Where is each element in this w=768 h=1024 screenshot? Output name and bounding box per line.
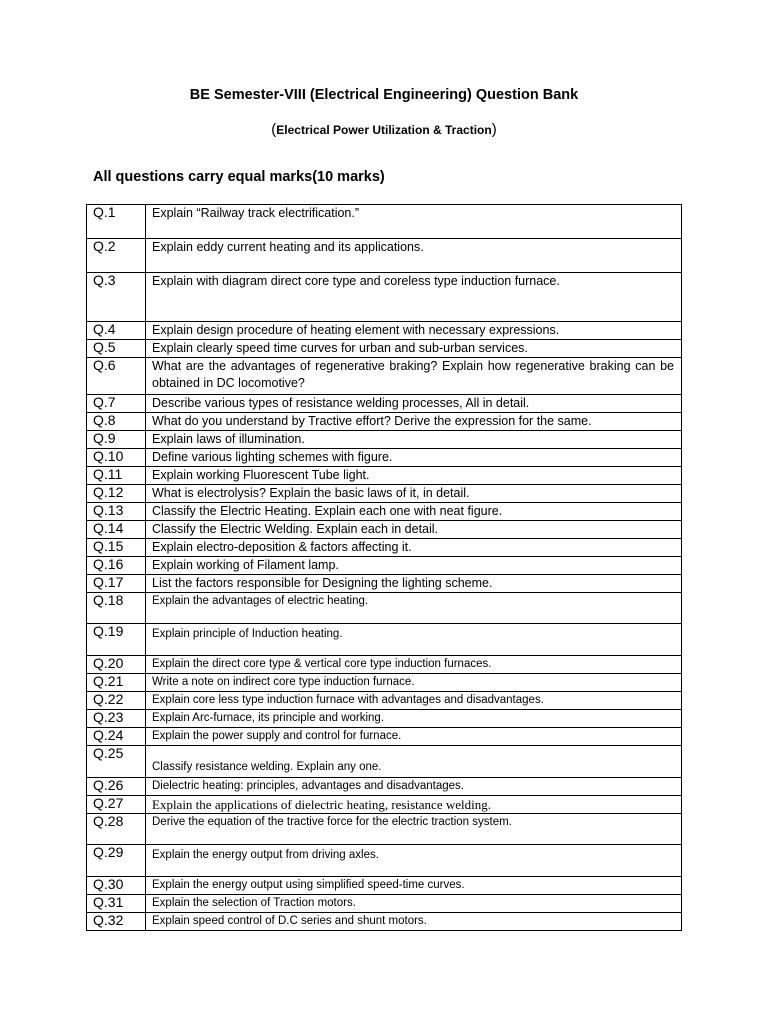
question-row — [87, 521, 682, 539]
question-number: Q.10 — [87, 449, 146, 467]
question-number: Q.19 — [87, 624, 146, 656]
question-row — [87, 413, 682, 431]
question-row — [87, 796, 682, 814]
question-number: Q.12 — [87, 485, 146, 503]
question-text: Classify the Electric Welding. Explain each in detail. — [146, 521, 682, 539]
question-row — [87, 205, 682, 239]
question-text: Explain working of Filament lamp. — [146, 557, 682, 575]
question-number: Q.6 — [87, 358, 146, 395]
question-text: Explain principle of Induction heating. — [146, 624, 682, 656]
question-table-body — [87, 205, 682, 931]
document-subtitle — [0, 121, 768, 138]
question-number: Q.21 — [87, 674, 146, 692]
question-number: Q.3 — [87, 273, 146, 322]
marks-instructions: All questions carry equal marks(10 marks) — [93, 169, 385, 185]
question-text: Classify resistance welding. Explain any one. — [146, 746, 682, 778]
question-text: Explain electro-deposition & factors affecting it. — [146, 539, 682, 557]
question-row — [87, 624, 682, 656]
question-row — [87, 728, 682, 746]
question-text: Dielectric heating: principles, advantages and disadvantages. — [146, 778, 682, 796]
question-row — [87, 273, 682, 322]
question-number: Q.27 — [87, 796, 146, 814]
question-text: Derive the equation of the tractive force for the electric traction system. — [146, 814, 682, 845]
question-number: Q.5 — [87, 340, 146, 358]
question-number: Q.13 — [87, 503, 146, 521]
question-text: Explain laws of illumination. — [146, 431, 682, 449]
question-text: Describe various types of resistance welding processes, All in detail. — [146, 395, 682, 413]
question-number: Q.20 — [87, 656, 146, 674]
question-number: Q.7 — [87, 395, 146, 413]
question-row — [87, 575, 682, 593]
question-row — [87, 485, 682, 503]
question-text: Write a note on indirect core type induction furnace. — [146, 674, 682, 692]
question-row — [87, 593, 682, 624]
question-number: Q.22 — [87, 692, 146, 710]
question-number: Q.31 — [87, 895, 146, 913]
subtitle-open-paren: ( — [271, 121, 277, 138]
question-number: Q.9 — [87, 431, 146, 449]
question-row — [87, 503, 682, 521]
question-text: What is electrolysis? Explain the basic laws of it, in detail. — [146, 485, 682, 503]
question-text: Explain the advantages of electric heating. — [146, 593, 682, 624]
question-table — [86, 204, 682, 931]
question-number: Q.16 — [87, 557, 146, 575]
question-text: Classify the Electric Heating. Explain each one with neat figure. — [146, 503, 682, 521]
question-text: Explain with diagram direct core type and coreless type induction furnace. — [146, 273, 682, 322]
question-row — [87, 895, 682, 913]
question-row — [87, 710, 682, 728]
question-row — [87, 467, 682, 485]
question-text: Explain the energy output from driving axles. — [146, 845, 682, 877]
question-row — [87, 845, 682, 877]
question-number: Q.18 — [87, 593, 146, 624]
question-number: Q.23 — [87, 710, 146, 728]
question-text: Explain core less type induction furnace with advantages and disadvantages. — [146, 692, 682, 710]
question-text: Explain design procedure of heating element with necessary expressions. — [146, 322, 682, 340]
question-row — [87, 358, 682, 395]
question-text: Explain the applications of dielectric heating, resistance welding. — [146, 796, 682, 814]
question-text: Explain the power supply and control for furnace. — [146, 728, 682, 746]
question-text: Explain the energy output using simplified speed-time curves. — [146, 877, 682, 895]
question-text: Define various lighting schemes with figure. — [146, 449, 682, 467]
question-row — [87, 322, 682, 340]
question-row — [87, 877, 682, 895]
question-number: Q.17 — [87, 575, 146, 593]
question-number: Q.28 — [87, 814, 146, 845]
question-number: Q.4 — [87, 322, 146, 340]
question-row — [87, 692, 682, 710]
question-row — [87, 449, 682, 467]
question-text: What are the advantages of regenerative braking? Explain how regenerative braking can be obtained in DC locomotive? — [146, 358, 682, 395]
question-number: Q.32 — [87, 913, 146, 931]
question-number: Q.29 — [87, 845, 146, 877]
question-row — [87, 656, 682, 674]
question-number: Q.11 — [87, 467, 146, 485]
question-text: Explain the direct core type & vertical core type induction furnaces. — [146, 656, 682, 674]
question-number: Q.26 — [87, 778, 146, 796]
question-number: Q.24 — [87, 728, 146, 746]
question-number: Q.25 — [87, 746, 146, 778]
question-number: Q.14 — [87, 521, 146, 539]
question-number: Q.2 — [87, 239, 146, 273]
question-row — [87, 814, 682, 845]
question-row — [87, 913, 682, 931]
question-row — [87, 674, 682, 692]
question-text: Explain “Railway track electrification.” — [146, 205, 682, 239]
question-text: Explain the selection of Traction motors. — [146, 895, 682, 913]
question-row — [87, 431, 682, 449]
question-row — [87, 557, 682, 575]
question-text: Explain Arc-furnace, its principle and working. — [146, 710, 682, 728]
question-number: Q.15 — [87, 539, 146, 557]
question-text: List the factors responsible for Designing the lighting scheme. — [146, 575, 682, 593]
question-text: Explain speed control of D.C series and shunt motors. — [146, 913, 682, 931]
question-row — [87, 340, 682, 358]
question-text: Explain working Fluorescent Tube light. — [146, 467, 682, 485]
question-row — [87, 239, 682, 273]
question-number: Q.30 — [87, 877, 146, 895]
question-text: What do you understand by Tractive effort? Derive the expression for the same. — [146, 413, 682, 431]
question-row — [87, 395, 682, 413]
question-text: Explain clearly speed time curves for urban and sub-urban services. — [146, 340, 682, 358]
subtitle-text: Electrical Power Utilization & Traction — [276, 123, 492, 137]
document-title: BE Semester-VIII (Electrical Engineering) Question Bank — [189, 87, 579, 103]
question-row — [87, 778, 682, 796]
subtitle-close-paren: ) — [491, 121, 497, 138]
question-number: Q.8 — [87, 413, 146, 431]
question-row — [87, 746, 682, 778]
question-number: Q.1 — [87, 205, 146, 239]
question-text: Explain eddy current heating and its applications. — [146, 239, 682, 273]
question-row — [87, 539, 682, 557]
